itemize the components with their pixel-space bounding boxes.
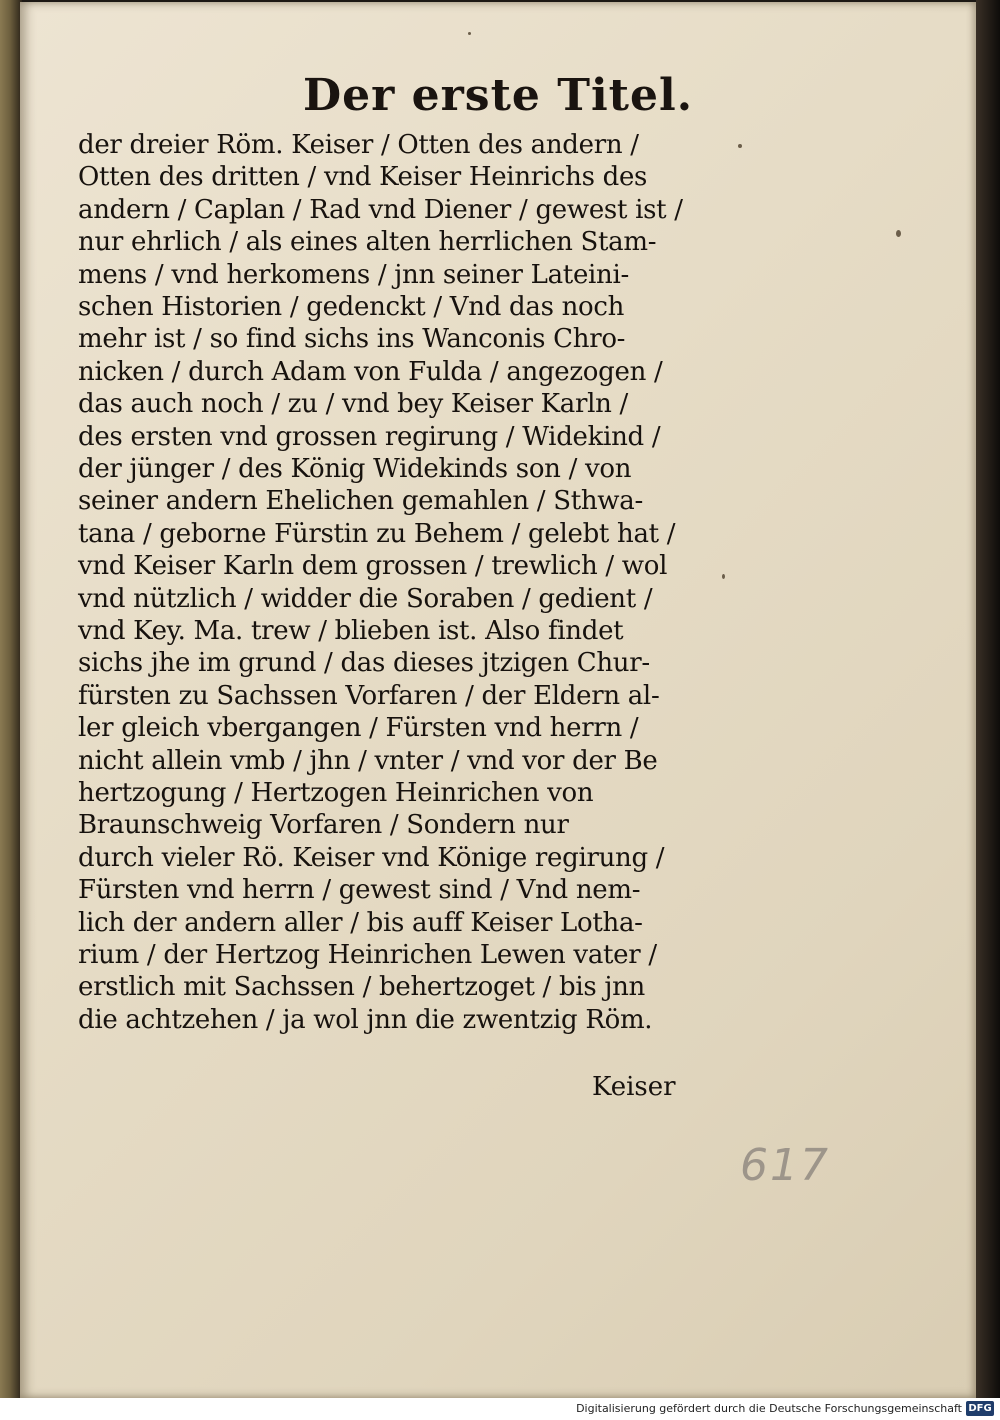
text-line: nicht allein vmb / jhn / vnter / vnd vor der Be [78,745,658,776]
text-line: die achtzehen / ja wol jnn die zwentzig Röm. [78,1004,653,1035]
text-line: fürsten zu Sachssen Vorfaren / der Eldern al- [78,680,660,711]
text-line: vnd Keiser Karln dem grossen / trewlich / wol [78,551,668,582]
book-page [20,2,976,1398]
text-line: Otten des dritten / vnd Keiser Heinrichs des [78,162,648,193]
text-line: nur ehrlich / als eines alten herrlichen Stam- [78,227,657,258]
text-line: ler gleich vbergangen / Fürsten vnd herrn / [78,713,639,744]
text-line: Braunschweig Vorfaren / Sondern nur [78,810,569,841]
text-line: durch vieler Rö. Keiser vnd Könige regirung / [78,842,665,873]
ink-speck [738,144,742,148]
text-line: nicken / durch Adam von Fulda / angezogen / [78,356,663,387]
ink-speck [468,32,471,35]
ink-speck [896,230,901,237]
text-line: andern / Caplan / Rad vnd Diener / gewest ist / [78,194,683,225]
folio-number: 617 [740,1140,830,1191]
text-line: seiner andern Ehelichen gemahlen / Sthwa- [78,486,643,517]
catchword: Keiser [592,1072,676,1102]
text-line: hertzogung / Hertzogen Heinrichen von [78,778,594,808]
text-line: vnd Key. Ma. trew / blieben ist. Also findet [78,616,624,646]
text-line: des ersten vnd grossen regirung / Widekind / [78,421,661,452]
funding-credit: Digitalisierung gefördert durch die Deutsche Forschungsgemeinschaft [576,1402,962,1415]
text-line: mens / vnd herkomens / jnn seiner Lateini- [78,259,629,290]
footer-bar [0,1398,1000,1420]
ink-speck [722,574,725,579]
dfg-logo: DFG [966,1401,994,1416]
text-line: schen Historien / gedenckt / Vnd das noch [78,292,625,322]
text-line: Fürsten vnd herrn / gewest sind / Vnd nem- [78,875,641,906]
page-heading: Der erste Titel. [302,70,694,121]
book-spine [0,0,22,1398]
text-line: der jünger / des König Widekinds son / von [78,454,632,484]
text-line: lich der andern aller / bis auff Keiser Lotha- [78,907,643,938]
page-edge-shadow [976,0,1000,1398]
text-line: mehr ist / so find sichs ins Wanconis Chro- [78,324,626,355]
text-line: vnd nützlich / widder die Soraben / gedient / [78,583,653,614]
text-line: erstlich mit Sachssen / behertzoget / bis jnn [78,972,645,1003]
text-line: das auch noch / zu / vnd bey Keiser Karln / [78,389,629,420]
text-line: der dreier Röm. Keiser / Otten des andern / [78,130,639,160]
text-line: tana / geborne Fürstin zu Behem / gelebt hat / [78,518,676,549]
text-line: sichs jhe im grund / das dieses jtzigen Chur- [78,648,650,679]
text-line: rium / der Hertzog Heinrichen Lewen vater / [78,940,657,970]
